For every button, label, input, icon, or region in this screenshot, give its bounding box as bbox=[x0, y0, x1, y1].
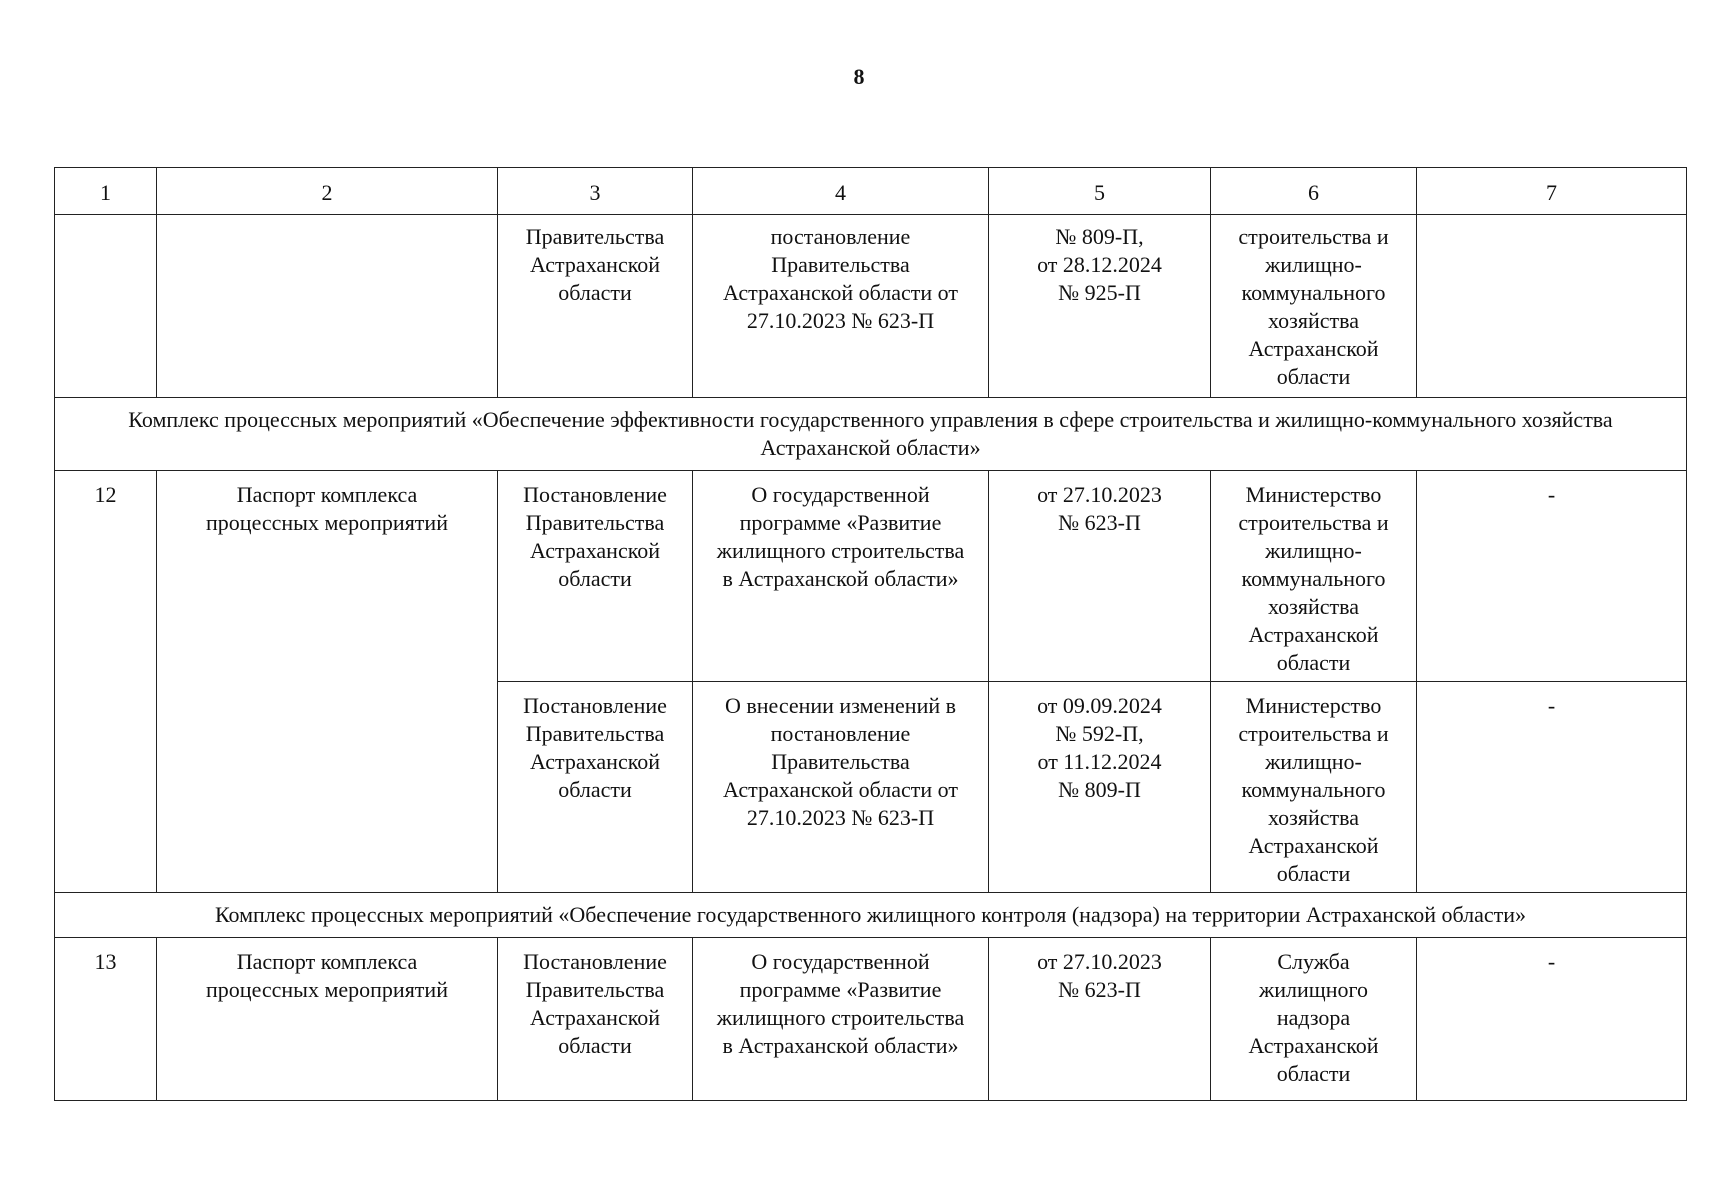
act-title-cell: постановление Правительства Астраханской области от 27.10.2023 № 623-П bbox=[693, 215, 989, 398]
continuation-row bbox=[55, 215, 1687, 398]
section-header-row bbox=[55, 398, 1687, 471]
document-type-cell: Паспорт комплекса процессных мероприятий bbox=[157, 938, 498, 1101]
note-cell: - bbox=[1417, 471, 1687, 682]
act-title-cell: О внесении изменений в постановление Правительства Астраханской области от 27.10.2023 № 623-П bbox=[693, 682, 989, 893]
column-number-cell: 5 bbox=[989, 168, 1211, 215]
row-number-cell: 12 bbox=[55, 471, 157, 893]
act-details-cell: от 27.10.2023 № 623-П bbox=[989, 938, 1211, 1101]
act-type-cell: Правительства Астраханской области bbox=[498, 215, 693, 398]
act-title-cell: О государственной программе «Развитие жилищного строительства в Астраханской области» bbox=[693, 471, 989, 682]
act-type-cell: Постановление Правительства Астраханской области bbox=[498, 471, 693, 682]
section-title: Комплекс процессных мероприятий «Обеспечение государственного жилищного контроля (надзора) на территории Астраханской области» bbox=[55, 893, 1687, 938]
table-row bbox=[55, 471, 1687, 682]
act-type-cell: Постановление Правительства Астраханской области bbox=[498, 938, 693, 1101]
column-number-cell: 7 bbox=[1417, 168, 1687, 215]
note-cell bbox=[1417, 215, 1687, 398]
act-type-cell: Постановление Правительства Астраханской области bbox=[498, 682, 693, 893]
section-title: Комплекс процессных мероприятий «Обеспечение эффективности государственного управления в сфере строительства и жилищно-коммунального хозяйства Астраханской области» bbox=[55, 398, 1687, 471]
column-number-cell: 3 bbox=[498, 168, 693, 215]
column-number-cell: 2 bbox=[157, 168, 498, 215]
note-cell: - bbox=[1417, 938, 1687, 1101]
section-header-row bbox=[55, 893, 1687, 938]
registry-table bbox=[54, 167, 1687, 1101]
act-details-cell: от 09.09.2024 № 592-П, от 11.12.2024 № 809-П bbox=[989, 682, 1211, 893]
act-details-cell: № 809-П, от 28.12.2024 № 925-П bbox=[989, 215, 1211, 398]
note-cell: - bbox=[1417, 682, 1687, 893]
row-number-cell bbox=[55, 215, 157, 398]
table-row bbox=[55, 938, 1687, 1101]
column-number-cell: 1 bbox=[55, 168, 157, 215]
column-number-row bbox=[55, 168, 1687, 215]
row-number-cell: 13 bbox=[55, 938, 157, 1101]
document-type-cell: Паспорт комплекса процессных мероприятий bbox=[157, 471, 498, 893]
responsible-body-cell: строительства и жилищно- коммунального хозяйства Астраханской области bbox=[1211, 215, 1417, 398]
responsible-body-cell: Служба жилищного надзора Астраханской области bbox=[1211, 938, 1417, 1101]
page-number: 8 bbox=[853, 64, 865, 89]
responsible-body-cell: Министерство строительства и жилищно- коммунального хозяйства Астраханской области bbox=[1211, 471, 1417, 682]
column-number-cell: 6 bbox=[1211, 168, 1417, 215]
document-type-cell bbox=[157, 215, 498, 398]
act-details-cell: от 27.10.2023 № 623-П bbox=[989, 471, 1211, 682]
act-title-cell: О государственной программе «Развитие жилищного строительства в Астраханской области» bbox=[693, 938, 989, 1101]
responsible-body-cell: Министерство строительства и жилищно- коммунального хозяйства Астраханской области bbox=[1211, 682, 1417, 893]
column-number-cell: 4 bbox=[693, 168, 989, 215]
